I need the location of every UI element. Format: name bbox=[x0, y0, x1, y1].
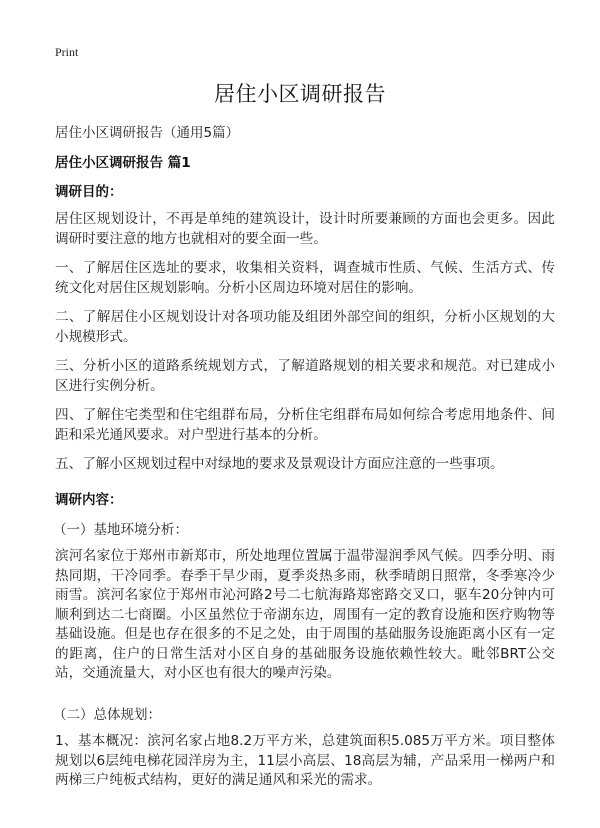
article-heading: 居住小区调研报告 篇1 bbox=[55, 155, 191, 171]
paragraph-item-5: 五、了解小区规划过程中对绿地的要求及景观设计方面应注意的一些事项。 bbox=[55, 456, 504, 472]
document-subtitle: 居住小区调研报告（通用5篇） bbox=[55, 125, 240, 141]
subsection-heading-site: （一）基地环境分析： bbox=[53, 522, 188, 538]
paragraph-site-analysis: 滨河名家位于郑州市新郑市，所处地理位置属于温带湿润季风气候。四季分明、雨热同期，干冷同季。春季干旱少雨，夏季炎热多雨，秋季晴朗日照常，冬季寒冷少雨雪。滨河名家位于郑州市沁河路2号二七航海路郑密路交叉口，驱车20分钟内可顺利到达二七商圈。小区虽然位于帝湖东边，周围有一定的教育设施和医疗购物等基础设施。但是也存在很多的不足之处，由于周围的基础服务设施距离小区有一定的距离，住户的日常生活对小区自身的基础服务设施依赖性较大。毗邻BRT公交站，交通流量大，对小区也有很大的噪声污染。 bbox=[55, 548, 555, 681]
paragraph-plan-overview: 1、基本概况：滨河名家占地8.2万平方米，总建筑面积5.085万平方米。项目整体规划以6层纯电梯花园洋房为主，11层小高层、18高层为辅，产品采用一梯两户和两梯三户纯板式结构，更好的满足通风和采光的需求。 bbox=[55, 733, 555, 788]
paragraph-item-1: 一、了解居住区选址的要求，收集相关资料，调查城市性质、气候、生活方式、传统文化对居住区规划影响。分析小区周边环境对居住的影响。 bbox=[55, 260, 555, 296]
section-heading-content: 调研内容： bbox=[55, 492, 123, 508]
paragraph-intro: 居住区规划设计，不再是单纯的建筑设计，设计时所要兼顾的方面也会更多。因此调研时要注意的地方也就相对的要全面一些。 bbox=[55, 211, 555, 247]
paragraph-item-2: 二、了解居住小区规划设计对各项功能及组团外部空间的组织，分析小区规划的大小规模形式。 bbox=[55, 309, 555, 345]
paragraph-item-4: 四、了解住宅类型和住宅组群布局，分析住宅组群布局如何综合考虑用地条件、间距和采光通风要求。对户型进行基本的分析。 bbox=[55, 407, 555, 443]
page-title: 居住小区调研报告 bbox=[214, 82, 386, 106]
subsection-heading-plan: （二）总体规划： bbox=[53, 707, 161, 723]
paragraph-item-3: 三、分析小区的道路系统规划方式，了解道路规划的相关要求和规范。对已建成小区进行实例分析。 bbox=[55, 358, 555, 394]
section-heading-purpose: 调研目的： bbox=[55, 184, 123, 200]
print-link[interactable]: Print bbox=[55, 45, 79, 59]
